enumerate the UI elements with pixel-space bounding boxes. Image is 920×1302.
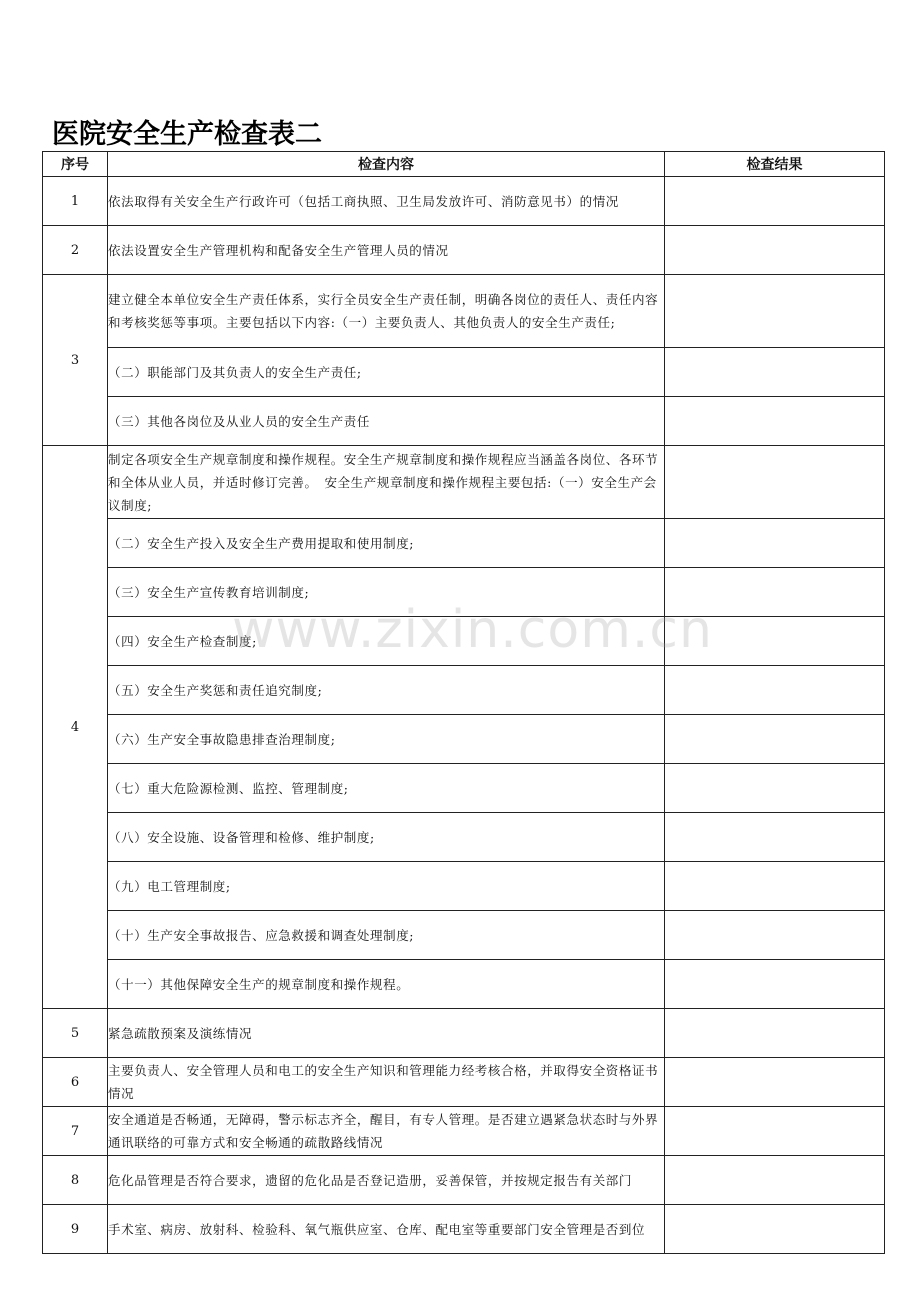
row-content: （六）生产安全事故隐患排查治理制度; bbox=[108, 715, 665, 764]
table-row bbox=[43, 568, 885, 617]
result-cell[interactable] bbox=[665, 275, 885, 348]
header-result: 检查结果 bbox=[665, 152, 885, 177]
result-cell[interactable] bbox=[665, 764, 885, 813]
result-cell[interactable] bbox=[665, 617, 885, 666]
row-content: 危化品管理是否符合要求，遗留的危化品是否登记造册，妥善保管，并按规定报告有关部门 bbox=[108, 1156, 665, 1205]
row-content: （三）安全生产宣传教育培训制度; bbox=[108, 568, 665, 617]
result-cell[interactable] bbox=[665, 568, 885, 617]
result-cell[interactable] bbox=[665, 813, 885, 862]
table-row bbox=[43, 446, 885, 519]
row-number: 9 bbox=[43, 1205, 108, 1254]
table-row bbox=[43, 960, 885, 1009]
row-content: （九）电工管理制度; bbox=[108, 862, 665, 911]
table-row bbox=[43, 617, 885, 666]
row-content: 手术室、病房、放射科、检验科、氧气瓶供应室、仓库、配电室等重要部门安全管理是否到位 bbox=[108, 1205, 665, 1254]
table-row bbox=[43, 519, 885, 568]
table-row bbox=[43, 397, 885, 446]
table-row bbox=[43, 1205, 885, 1254]
inspection-table bbox=[42, 151, 885, 1254]
result-cell[interactable] bbox=[665, 960, 885, 1009]
row-content: （五）安全生产奖惩和责任追究制度; bbox=[108, 666, 665, 715]
row-content: 安全通道是否畅通，无障碍，警示标志齐全，醒目，有专人管理。是否建立遇紧急状态时与外界通讯联络的可靠方式和安全畅通的疏散路线情况 bbox=[108, 1107, 665, 1156]
table-row bbox=[43, 666, 885, 715]
watermark: www.zixin.com.cn bbox=[232, 600, 713, 660]
table-row bbox=[43, 764, 885, 813]
table-row bbox=[43, 1156, 885, 1205]
table-header-row bbox=[43, 152, 885, 177]
result-cell[interactable] bbox=[665, 911, 885, 960]
result-cell[interactable] bbox=[665, 666, 885, 715]
result-cell[interactable] bbox=[665, 1009, 885, 1058]
row-content: （三）其他各岗位及从业人员的安全生产责任 bbox=[108, 397, 665, 446]
row-number: 2 bbox=[43, 226, 108, 275]
row-number: 3 bbox=[43, 275, 108, 446]
row-content: （十）生产安全事故报告、应急救援和调查处理制度; bbox=[108, 911, 665, 960]
result-cell[interactable] bbox=[665, 1205, 885, 1254]
header-content: 检查内容 bbox=[108, 152, 665, 177]
row-number: 5 bbox=[43, 1009, 108, 1058]
row-number: 8 bbox=[43, 1156, 108, 1205]
result-cell[interactable] bbox=[665, 397, 885, 446]
row-content: 建立健全本单位安全生产责任体系，实行全员安全生产责任制，明确各岗位的责任人、责任内容和考核奖惩等事项。主要包括以下内容:（一）主要负责人、其他负责人的安全生产责任; bbox=[108, 275, 665, 348]
result-cell[interactable] bbox=[665, 226, 885, 275]
row-content: （十一）其他保障安全生产的规章制度和操作规程。 bbox=[108, 960, 665, 1009]
table-row bbox=[43, 1009, 885, 1058]
row-content: （四）安全生产检查制度; bbox=[108, 617, 665, 666]
row-number: 4 bbox=[43, 446, 108, 1009]
table-row bbox=[43, 911, 885, 960]
row-number: 7 bbox=[43, 1107, 108, 1156]
row-number: 1 bbox=[43, 177, 108, 226]
header-serial: 序号 bbox=[43, 152, 108, 177]
row-content: 制定各项安全生产规章制度和操作规程。安全生产规章制度和操作规程应当涵盖各岗位、各环节和全体从业人员，并适时修订完善。 安全生产规章制度和操作规程主要包括:（一）安全生产会议制度; bbox=[108, 446, 665, 519]
row-content: （八）安全设施、设备管理和检修、维护制度; bbox=[108, 813, 665, 862]
row-content: 依法取得有关安全生产行政许可（包括工商执照、卫生局发放许可、消防意见书）的情况 bbox=[108, 177, 665, 226]
table-row bbox=[43, 348, 885, 397]
result-cell[interactable] bbox=[665, 1058, 885, 1107]
page-title: 医院安全生产检查表二 bbox=[52, 119, 322, 150]
row-content: （二）职能部门及其负责人的安全生产责任; bbox=[108, 348, 665, 397]
table-row bbox=[43, 1058, 885, 1107]
table-row bbox=[43, 813, 885, 862]
row-content: （二）安全生产投入及安全生产费用提取和使用制度; bbox=[108, 519, 665, 568]
table-row bbox=[43, 862, 885, 911]
table-row bbox=[43, 177, 885, 226]
row-number: 6 bbox=[43, 1058, 108, 1107]
result-cell[interactable] bbox=[665, 446, 885, 519]
table-row bbox=[43, 715, 885, 764]
table-row bbox=[43, 275, 885, 348]
result-cell[interactable] bbox=[665, 1107, 885, 1156]
row-content: 依法设置安全生产管理机构和配备安全生产管理人员的情况 bbox=[108, 226, 665, 275]
result-cell[interactable] bbox=[665, 177, 885, 226]
row-content: 主要负责人、安全管理人员和电工的安全生产知识和管理能力经考核合格，并取得安全资格证书情况 bbox=[108, 1058, 665, 1107]
table-row bbox=[43, 226, 885, 275]
result-cell[interactable] bbox=[665, 862, 885, 911]
row-content: （七）重大危险源检测、监控、管理制度; bbox=[108, 764, 665, 813]
table-row bbox=[43, 1107, 885, 1156]
result-cell[interactable] bbox=[665, 348, 885, 397]
result-cell[interactable] bbox=[665, 519, 885, 568]
result-cell[interactable] bbox=[665, 715, 885, 764]
result-cell[interactable] bbox=[665, 1156, 885, 1205]
row-content: 紧急疏散预案及演练情况 bbox=[108, 1009, 665, 1058]
